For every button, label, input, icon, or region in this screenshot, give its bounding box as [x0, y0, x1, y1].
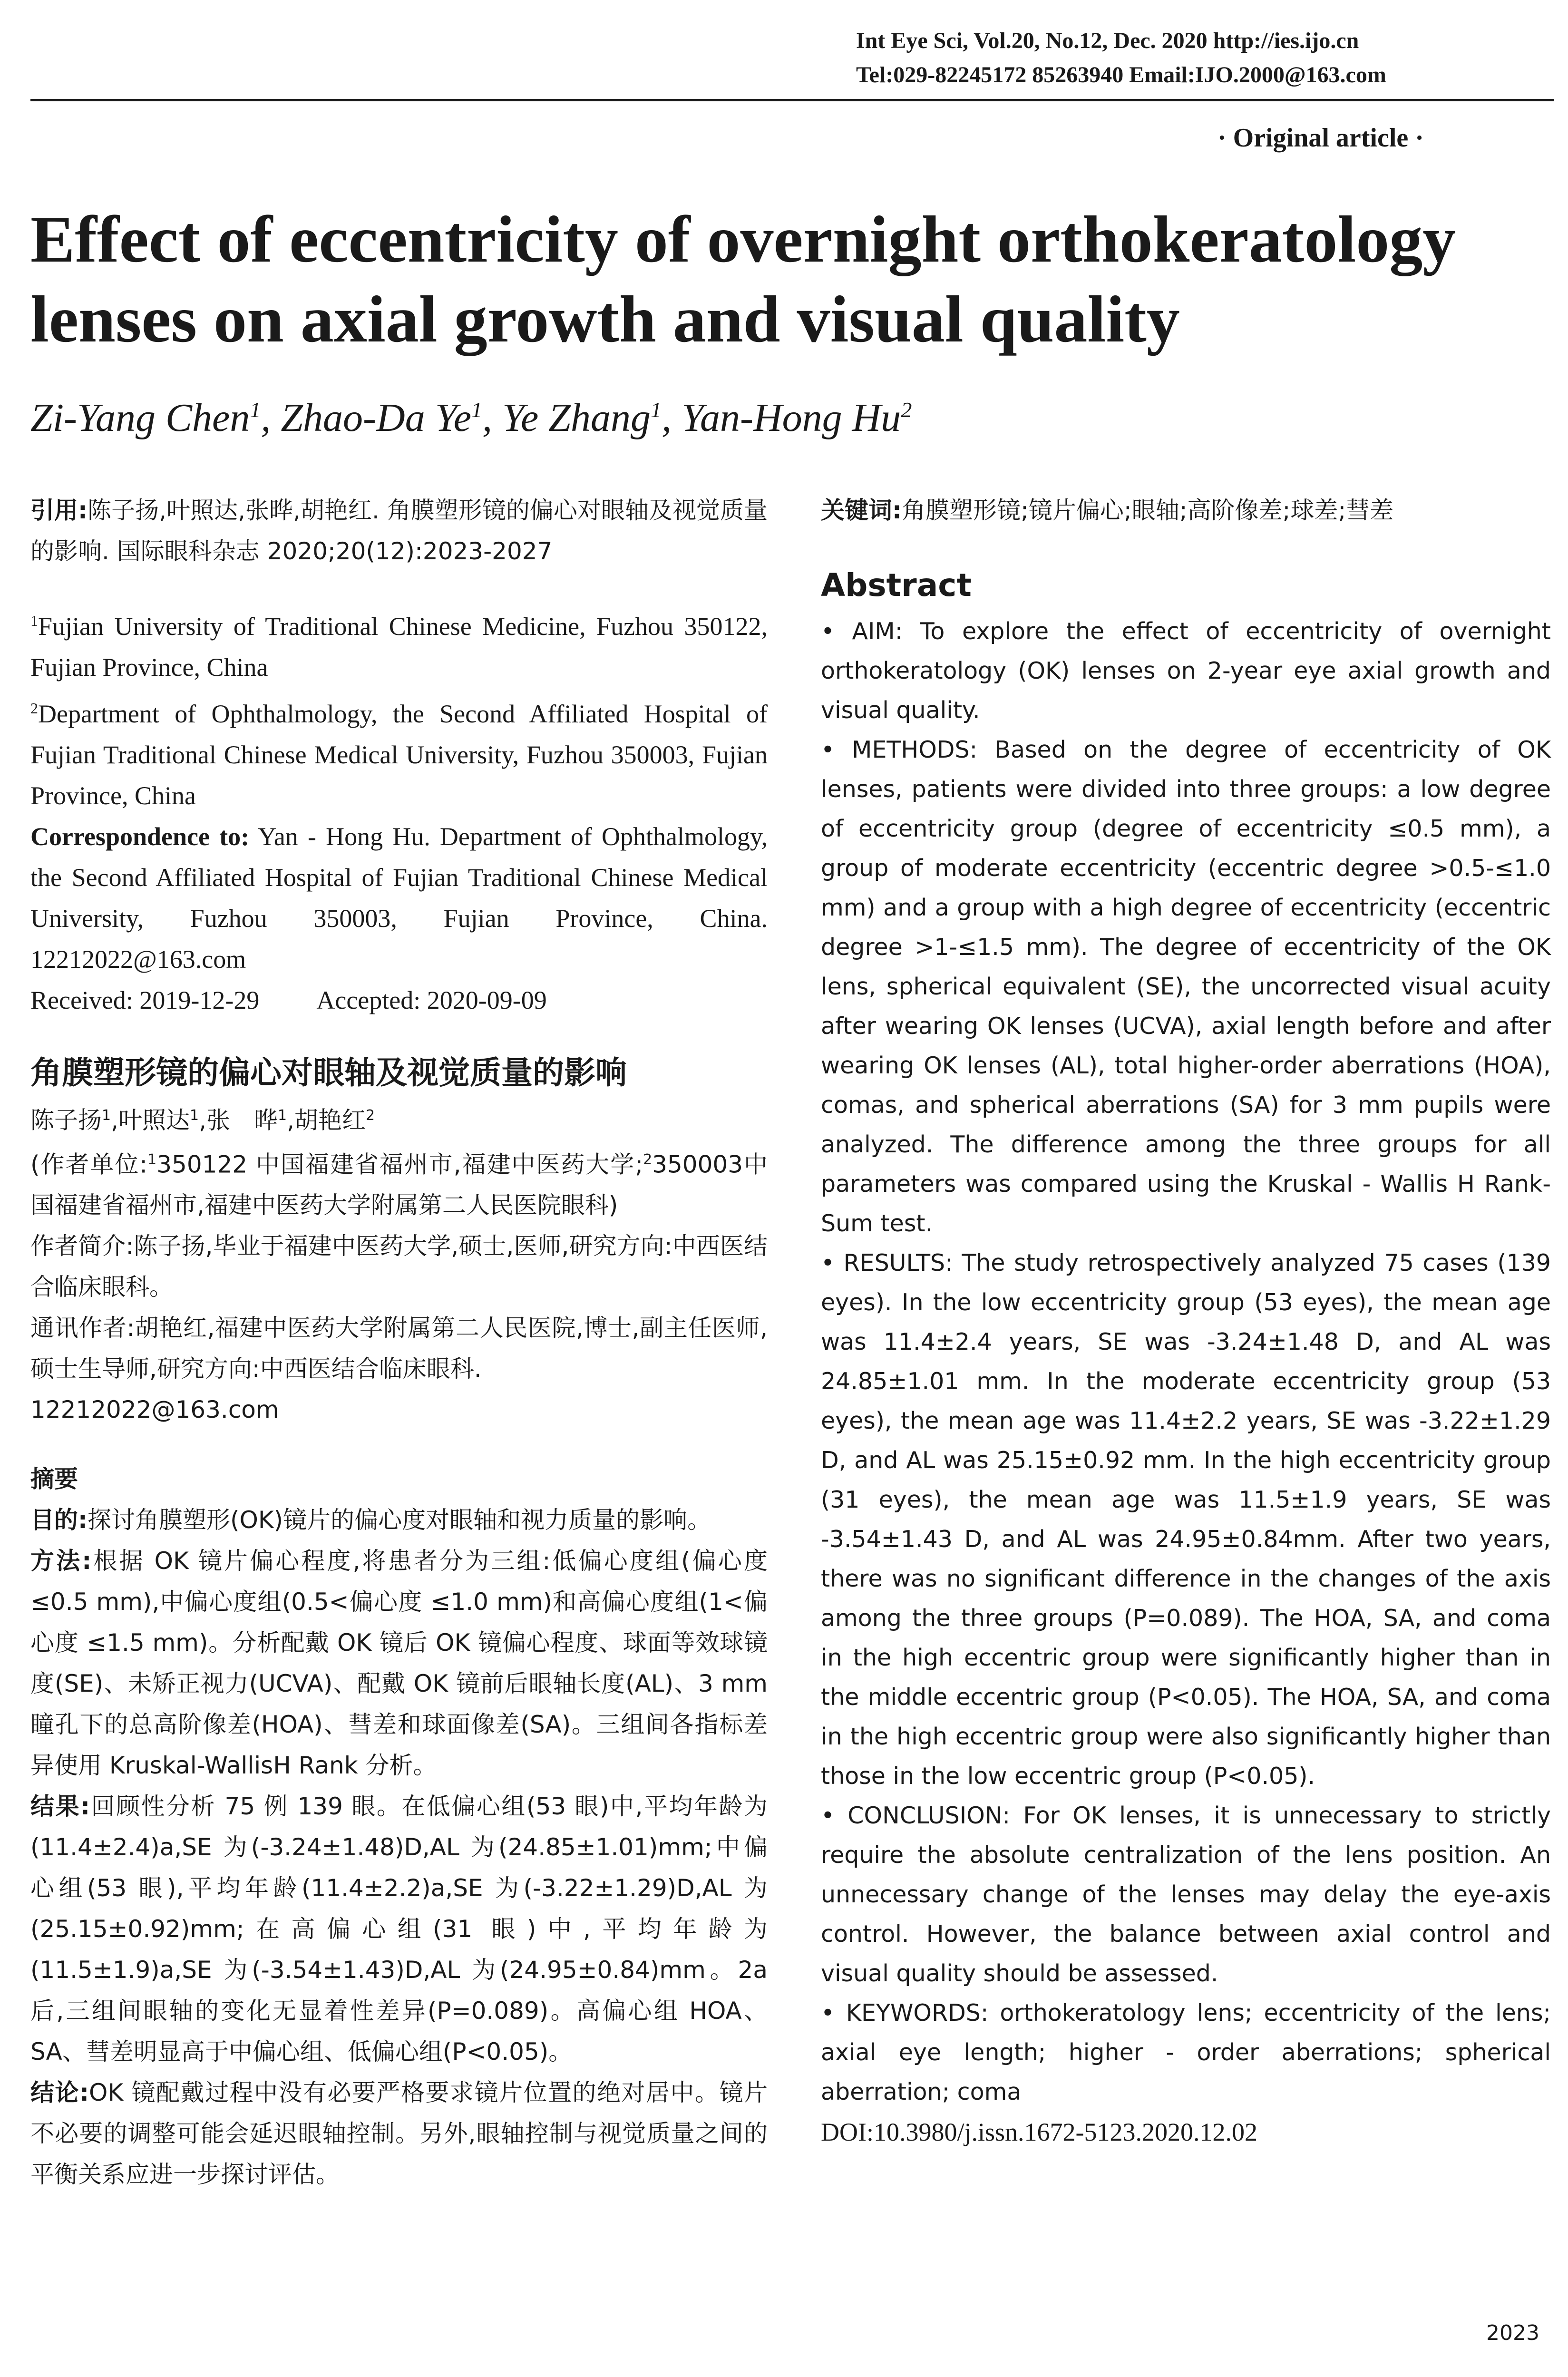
author-aff: 1	[250, 398, 261, 422]
cn-title: 角膜塑形镜的偏心对眼轴及视觉质量的影响	[30, 1054, 627, 1091]
cn-methods-text: 根据 OK 镜片偏心程度,将患者分为三组:低偏心度组(偏心度 ≤0.5 mm),中偏心度组(0.5<偏心度 ≤1.0 mm)和高偏心度组(1<偏心度 ≤1.5 mm)。分析配戴 OK 镜后 OK 镜偏心程度、球面等效球镜度(SE)、未矫正视力(UCVA)、配戴 OK 镜前后眼轴长度(AL)、3 mm 瞳孔下的总高阶像差(HOA)、彗差和球面像差(SA)。三组间各指标差异使用 Kruskal-WallisH Rank 分析。	[30, 1547, 768, 1780]
cn-abstract-title: 摘要	[30, 1465, 78, 1493]
abstract-results	[821, 1243, 1551, 1796]
right-column	[821, 490, 1551, 2153]
cn-corresponding	[30, 1307, 768, 1430]
accepted-date: Accepted: 2020-09-09	[316, 986, 547, 1014]
abstract-heading: Abstract	[821, 567, 972, 604]
author-name: Zi-Yang Chen	[30, 396, 250, 440]
author-aff: 1	[651, 398, 662, 422]
cn-author-aff: 1	[278, 1107, 287, 1124]
author-aff: 2	[901, 398, 912, 422]
cn-author: 陈子扬	[30, 1106, 102, 1134]
aim-text: To explore the effect of eccentricity of overnight orthokeratology (OK) lenses on 2-year eye axial growth and visual quality.	[821, 618, 1551, 724]
cn-units: (作者单位:$^1$350122 中国福建省福州市,福建中医药大学;$^2$350003中国福建省福州市,福建中医药大学附属第二人民医院眼科)	[30, 1150, 768, 1219]
cn-aim-label: 目的:	[30, 1506, 88, 1534]
cn-results	[30, 1786, 768, 2072]
conclusion-label: • CONCLUSION:	[821, 1802, 1010, 1829]
abstract-aim	[821, 612, 1551, 730]
cn-aim	[30, 1500, 768, 1540]
cn-author-aff: 1	[102, 1107, 111, 1124]
author-aff: 1	[471, 398, 482, 422]
journal-header: Int Eye Sci, Vol.20, No.12, Dec. 2020 http://ies.ijo.cn	[856, 28, 1359, 53]
cn-unit-2: 350003中国福建省福州市,福建中医药大学附属第二人民医院眼科)	[30, 1150, 768, 1219]
results-label: • RESULTS:	[821, 1249, 953, 1276]
cn-author: 叶照达	[118, 1106, 190, 1134]
affiliation-num: 1	[30, 612, 38, 629]
results-text: The study retrospectively analyzed 75 cases (139 eyes). In the low eccentricity group (53 eyes), the mean age was 11.4±2.4 years, SE was -3.24±1.48 D, and AL was 24.85±1.01 mm. In the moderate eccentricity group (53 eyes), the mean age was 11.4±2.2 years, SE was -3.22±1.29 D, and AL was 25.15±0.92 mm. In the high eccentricity group (31 eyes), the mean age was 11.5±1.9 years, SE was -3.54±1.43 D, and AL was 24.95±0.84mm. After two years, there was no significant difference in the changes of the axis among the three groups (P=0.089). The HOA, SA, and coma in the high eccentric group were significantly higher than in the middle eccentric group (P<0.05). The HOA, SA, and coma in the high eccentric group were also significantly higher than those in the low eccentric group (P<0.05).	[821, 1249, 1551, 1790]
page-number: 2023	[1486, 2321, 1539, 2345]
cn-author: 胡艳红	[294, 1106, 366, 1134]
cn-abstract-heading	[30, 1459, 768, 1500]
citation-text: 陈子扬,叶照达,张晔,胡艳红. 角膜塑形镜的偏心对眼轴及视觉质量的影响. 国际眼科杂志 2020;20(12):2023-2027	[30, 497, 768, 565]
cn-corr-text: 通讯作者:胡艳红,福建中医药大学附属第二人民医院,博士,副主任医师,硕士生导师,研究方向:中西医结合临床眼科.	[30, 1314, 768, 1383]
doi: DOI:10.3980/j.issn.1672-5123.2020.12.02	[821, 2118, 1257, 2146]
cn-conclusion	[30, 2072, 768, 2195]
contact-header: Tel:029-82245172 85263940 Email:IJO.2000@163.com	[856, 62, 1386, 88]
author-name: Yan-Hong Hu	[682, 396, 901, 440]
abstract-methods	[821, 730, 1551, 1243]
cn-author-aff: 1	[190, 1107, 199, 1124]
header-rule	[30, 99, 1554, 101]
conclusion-text: For OK lenses, it is unnecessary to strictly require the absolute centralization of the lens position. An unnecessary change of the lenses may delay the eye-axis control. However, the balance between axial control and visual quality should be assessed.	[821, 1802, 1551, 1987]
article-title: Effect of eccentricity of overnight orthokeratology lenses on axial growth and visual quality	[30, 203, 1456, 356]
author-list: Zi-Yang Chen$^1$, Zhao-Da Ye$^1$, Ye Zhang$^1$, Yan-Hong Hu$^2$	[30, 396, 912, 440]
cn-author-aff: 2	[366, 1107, 375, 1124]
correspondence-text: Yan - Hong Hu. Department of Ophthalmology, the Second Affiliated Hospital of Fujian Traditional Chinese Medical University, Fuzhou 350003, Fujian Province, China. 12212022@163.com	[30, 822, 768, 974]
cn-conclusion-text: OK 镜配戴过程中没有必要严格要求镜片位置的绝对居中。镜片不必要的调整可能会延迟眼轴控制。另外,眼轴控制与视觉质量之间的平衡关系应进一步探讨评估。	[30, 2079, 768, 2189]
cn-results-text: 回顾性分析 75 例 139 眼。在低偏心组(53 眼)中,平均年龄为(11.4±2.4)a,SE 为(-3.24±1.48)D,AL 为(24.85±1.01)mm;中偏心组(53 眼),平均年龄(11.4±2.2)a,SE 为(-3.22±1.29)D,AL 为(25.15±0.92)mm;在高偏心组(31 眼)中,平均年龄为(11.5±1.9)a,SE 为(-3.54±1.43)D,AL 为(24.95±0.84)mm。2a 后,三组间眼轴的变化无显着性差异(P=0.089)。高偏心组 HOA、SA、彗差明显高于中偏心组、低偏心组(P<0.05)。	[30, 1792, 768, 2066]
author-name: Ye Zhang	[502, 396, 651, 440]
affiliation-text: Department of Ophthalmology, the Second Affiliated Hospital of Fujian Traditional Chinese Medical University, Fuzhou 350003, Fujian Province, China	[30, 700, 768, 810]
cn-methods	[30, 1540, 768, 1786]
cn-keywords	[821, 490, 1551, 531]
keywords-text: orthokeratology lens; eccentricity of the lens; axial eye length; higher - order aberrations; spherical aberration; coma	[821, 1999, 1551, 2105]
article-type: · Original article ·	[1217, 123, 1424, 153]
cn-keywords-text: 角膜塑形镜;镜片偏心;眼轴;高阶像差;球差;彗差	[902, 497, 1394, 524]
received-date: Received: 2019-12-29	[30, 986, 260, 1014]
affiliation	[30, 688, 768, 816]
keywords-label: • KEYWORDS:	[821, 1999, 989, 2026]
cn-author: 张 晔	[206, 1106, 278, 1134]
abstract-keywords	[821, 1993, 1551, 2112]
methods-label: • METHODS:	[821, 736, 978, 763]
methods-text: Based on the degree of eccentricity of OK lenses, patients were divided into three groups: a low degree of eccentricity group (degree of eccentricity ≤0.5 mm), a group of moderate eccentricity (eccentric degree >0.5-≤1.0 mm) and a group with a high degree of eccentricity (eccentric degree >1-≤1.5 mm). The degree of eccentricity of the OK lens, spherical equivalent (SE), the uncorrected visual acuity after wearing OK lenses (UCVA), axial length before and after wearing OK lenses (AL), total higher-order aberrations (HOA), comas, and spherical aberrations (SA) for 3 mm pupils were analyzed. The difference among the three groups for all parameters was compared using the Kruskal - Wallis H Rank-Sum test.	[821, 736, 1551, 1237]
citation-label: 引用:	[30, 497, 88, 524]
citation	[30, 490, 768, 572]
cn-unit-1: 350122 中国福建省福州市,福建中医药大学;	[156, 1150, 643, 1179]
cn-authors: 陈子扬$^1$,叶照达$^1$,张 晔$^1$,胡艳红$^2$	[30, 1106, 375, 1134]
cn-conclusion-label: 结论:	[30, 2079, 89, 2107]
correspondence	[30, 816, 768, 980]
author-name: Zhao-Da Ye	[281, 396, 471, 440]
affiliation	[30, 600, 768, 688]
abstract-conclusion	[821, 1796, 1551, 1993]
cn-aim-text: 探讨角膜塑形(OK)镜片的偏心度对眼轴和视力质量的影响。	[88, 1506, 711, 1534]
cn-corr-email: 12212022@163.com	[30, 1396, 279, 1424]
cn-unit-label: (作者单位:	[30, 1150, 148, 1179]
cn-methods-label: 方法:	[30, 1547, 92, 1575]
cn-author-intro: 作者简介:陈子扬,毕业于福建中医药大学,硕士,医师,研究方向:中西医结合临床眼科。	[30, 1232, 768, 1301]
left-column	[30, 490, 768, 2195]
cn-keywords-label: 关键词:	[821, 497, 902, 524]
cn-results-label: 结果:	[30, 1792, 90, 1821]
dates	[30, 980, 768, 1021]
correspondence-label: Correspondence to:	[30, 822, 250, 851]
aim-label: • AIM:	[821, 618, 903, 645]
affiliation-num: 2	[30, 700, 38, 717]
affiliation-text: Fujian University of Traditional Chinese Medicine, Fuzhou 350122, Fujian Province, China	[30, 612, 768, 682]
